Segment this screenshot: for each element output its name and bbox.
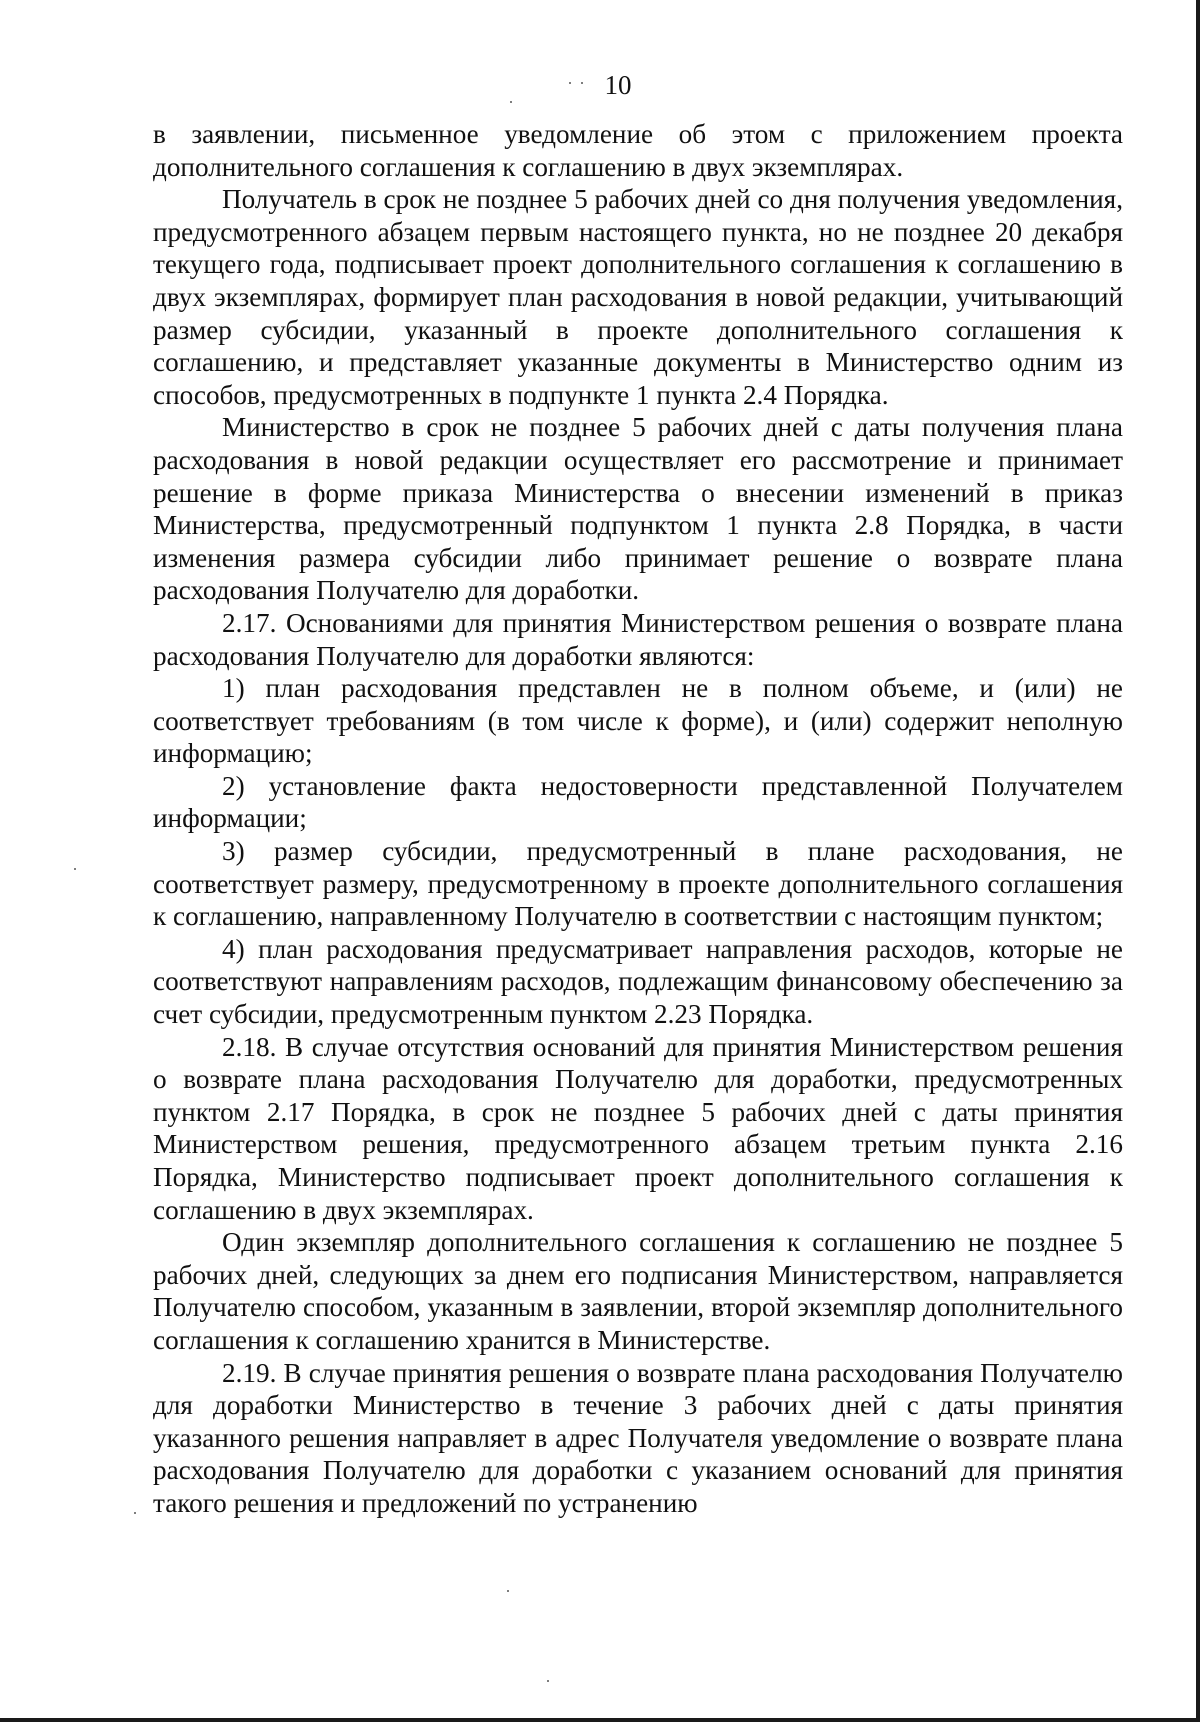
page-number: 10	[604, 70, 632, 100]
document-body	[153, 118, 1123, 1520]
paragraph: 1) план расходования представлен не в полном объеме, и (или) не соответствует требованиям (в том числе к форме), и (или) содержит неполную информацию;	[153, 673, 1123, 769]
paragraph: в заявлении, письменное уведомление об этом с приложением проекта дополнительного соглашения к соглашению в двух экземплярах.	[153, 119, 1123, 182]
paragraph: 2) установление факта недостоверности представленной Получателем информации;	[153, 770, 1123, 834]
paragraph: Один экземпляр дополнительного соглашения к соглашению не позднее 5 рабочих дней, следующих за днем его подписания Министерством, направляется Получателю способом, указанным в заявлении, второй экземпляр дополнительного соглашения к соглашению хранится в Министерстве.	[153, 1227, 1123, 1355]
scan-edge-bottom	[0, 1718, 1200, 1722]
paragraph: 4) план расходования предусматривает направления расходов, которые не соответствуют направлениям расходов, подлежащим финансовому обеспечению за счет субсидии, предусмотренным пунктом 2.23 Порядка.	[153, 933, 1123, 1030]
paragraph: Получатель в срок не позднее 5 рабочих дней со дня получения уведомления, предусмотренного абзацем первым настоящего пункта, но не позднее 20 декабря текущего года, подписывает проект дополнительного соглашения к соглашению в двух экземплярах, формирует план расходования в новой редакции, учитывающий размер субсидии, указанный в проекте дополнительного соглашения к соглашению, и представляет указанные документы в Министерство одним из способов, предусмотренных в подпункте 1 пункта 2.4 Порядка.	[153, 184, 1123, 410]
paragraph: Министерство в срок не позднее 5 рабочих дней с даты получения плана расходования в новой редакции осуществляет его рассмотрение и принимает решение в форме приказа Министерства о внесении изменений в приказ Министерства, предусмотренный подпунктом 1 пункта 2.8 Порядка, в части изменения размера субсидии либо принимает решение о возврате плана расходования Получателю для доработки.	[153, 412, 1123, 606]
paragraph: 2.18. В случае отсутствия оснований для принятия Министерством решения о возврате плана расходования Получателю для доработки, предусмотренных пунктом 2.17 Порядка, в срок не позднее 5 рабочих дней с даты принятия Министерством решения, предусмотренного абзацем третьим пункта 2.16 Порядка, Министерство подписывает проект дополнительного соглашения к соглашению в двух экземплярах.	[153, 1031, 1123, 1225]
scan-edge-right	[1196, 0, 1200, 1722]
paragraph: 2.17. Основаниями для принятия Министерством решения о возврате плана расходования Получателю для доработки являются:	[153, 607, 1123, 671]
paragraph: 3) размер субсидии, предусмотренный в плане расходования, не соответствует размеру, предусмотренному в проекте дополнительного соглашения к соглашению, направленному Получателю в соответствии с настоящим пунктом;	[153, 836, 1123, 932]
paragraph: 2.19. В случае принятия решения о возврате плана расходования Получателю для доработки Министерство в течение 3 рабочих дней с даты принятия указанного решения направляет в адрес Получателя уведомление о возврате плана расходования Получателю для доработки с указанием оснований для принятия такого решения и предложений по устранению	[153, 1357, 1123, 1518]
